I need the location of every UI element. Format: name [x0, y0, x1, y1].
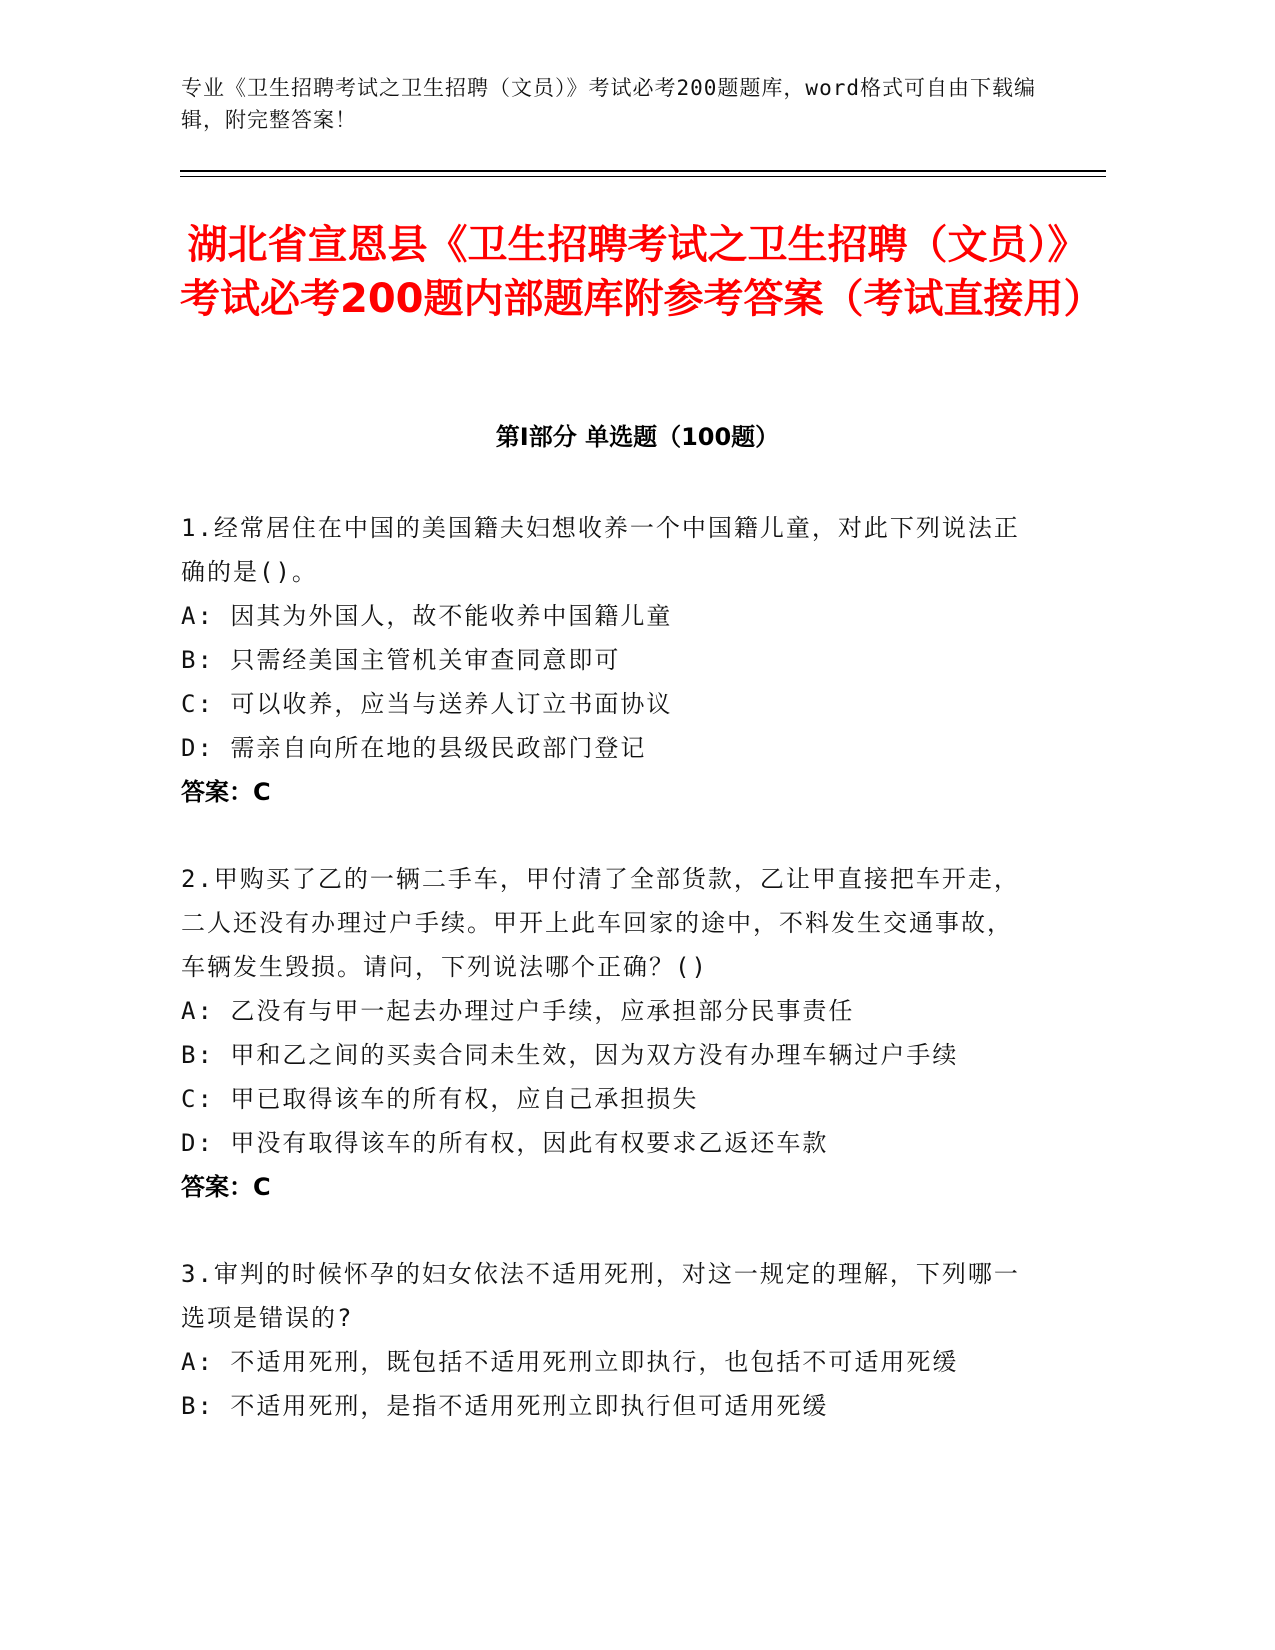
option-c: C: 甲已取得该车的所有权，应自己承担损失: [181, 1085, 699, 1113]
option-a: A: 因其为外国人，故不能收养中国籍儿童: [181, 602, 673, 630]
option-b: B: 不适用死刑，是指不适用死刑立即执行但可适用死缓: [181, 1392, 829, 1420]
option-d: D: 需亲自向所在地的县级民政部门登记: [181, 734, 647, 762]
question-list: [181, 506, 1021, 1471]
header-divider-thin: [180, 176, 1106, 177]
question-3: [181, 1252, 1021, 1428]
header-note: 专业《卫生招聘考试之卫生招聘（文员）》考试必考200题题库，word格式可自由下载编辑，附完整答案！: [181, 76, 1036, 132]
option-a: A: 乙没有与甲一起去办理过户手续，应承担部分民事责任: [181, 997, 855, 1025]
header-divider-thick: [180, 170, 1106, 172]
option-c: C: 可以收养，应当与送养人订立书面协议: [181, 690, 673, 718]
question-stem: 3.审判的时候怀孕的妇女依法不适用死刑，对这一规定的理解，下列哪一选项是错误的?: [181, 1260, 1020, 1332]
option-a: A: 不适用死刑，既包括不适用死刑立即执行，也包括不可适用死缓: [181, 1348, 959, 1376]
option-d: D: 甲没有取得该车的所有权，因此有权要求乙返还车款: [181, 1129, 829, 1157]
option-b: B: 只需经美国主管机关审查同意即可: [181, 646, 621, 674]
document-title: 湖北省宣恩县《卫生招聘考试之卫生招聘（文员）》考试必考200题内部题库附参考答案（考试直接用）: [180, 222, 1104, 322]
question-stem: 1.经常居住在中国的美国籍夫妇想收养一个中国籍儿童，对此下列说法正确的是()。: [181, 514, 1020, 586]
answer: 答案：C: [181, 1173, 271, 1201]
question-1: [181, 506, 1021, 814]
answer: 答案：C: [181, 778, 271, 806]
question-stem: 2.甲购买了乙的一辆二手车，甲付清了全部货款，乙让甲直接把车开走，二人还没有办理过户手续。甲开上此车回家的途中，不料发生交通事故，车辆发生毁损。请问，下列说法哪个正确？(): [181, 865, 1020, 981]
question-2: [181, 857, 1021, 1209]
option-b: B: 甲和乙之间的买卖合同未生效，因为双方没有办理车辆过户手续: [181, 1041, 959, 1069]
section-heading: 第Ⅰ部分 单选题（100题）: [495, 423, 780, 451]
